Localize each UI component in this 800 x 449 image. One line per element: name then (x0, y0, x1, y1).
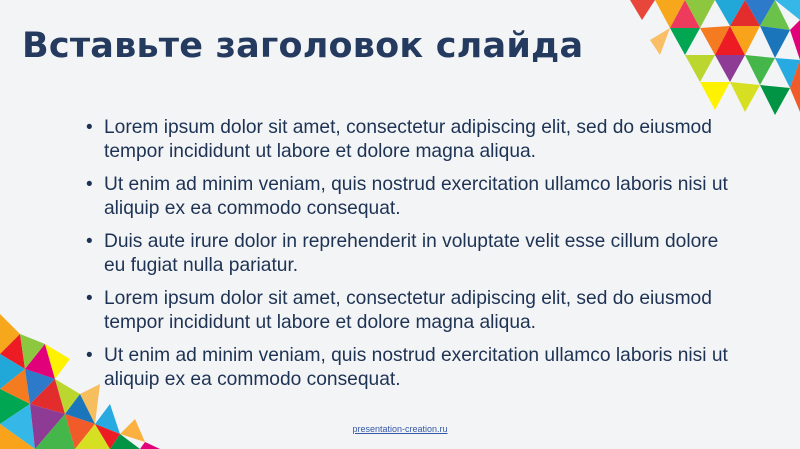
bullet-text: Lorem ipsum dolor sit amet, consectetur adipiscing elit, sed do eiusmod tempor incididunt ut labore et dolore magna aliqua. (104, 288, 712, 333)
footer-link[interactable]: presentation-creation.ru (352, 424, 448, 434)
list-item (86, 230, 736, 278)
bullet-list (86, 116, 736, 401)
bullet-text: Ut enim ad minim veniam, quis nostrud exercitation ullamco laboris nisi ut aliquip ex ea commodo consequat. (104, 174, 728, 219)
corner-decoration-top-right (630, 0, 800, 118)
bullet-icon: • (86, 345, 93, 366)
bullet-icon: • (86, 288, 93, 309)
slide-footer (0, 424, 800, 434)
bullet-icon: • (86, 117, 93, 138)
bullet-text: Lorem ipsum dolor sit amet, consectetur adipiscing elit, sed do eiusmod tempor incididunt ut labore et dolore magna aliqua. (104, 117, 712, 162)
bullet-icon: • (86, 231, 93, 252)
list-item (86, 173, 736, 221)
bullet-text: Duis aute irure dolor in reprehenderit in voluptate velit esse cillum dolore eu fugiat nulla pariatur. (104, 231, 719, 276)
list-item (86, 287, 736, 335)
slide-title: Вставьте заголовок слайда (22, 26, 584, 66)
bullet-text: Ut enim ad minim veniam, quis nostrud exercitation ullamco laboris nisi ut aliquip ex ea commodo consequat. (104, 345, 728, 390)
list-item (86, 116, 736, 164)
list-item (86, 344, 736, 392)
bullet-icon: • (86, 174, 93, 195)
